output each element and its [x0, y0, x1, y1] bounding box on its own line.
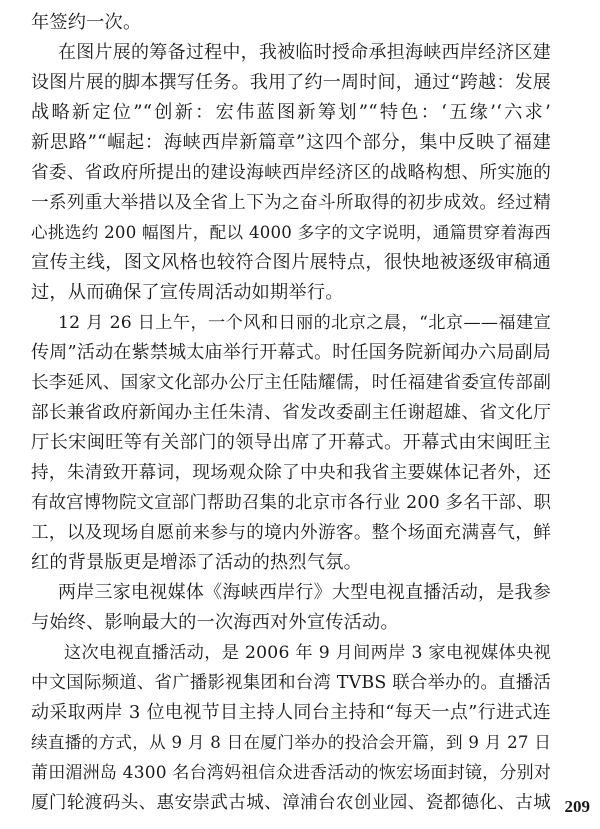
text-line: 持，朱清致开幕词，现场观众除了中央和我省主要媒体记者外，还	[31, 463, 551, 483]
text-line: 动采取两岸 3 位电视节目主持人同台主持和“每天一点”行进式连	[31, 702, 551, 723]
text-line: 心挑选约 200 幅图片，配以 4000 多字的文字说明，通篇贯穿着海西	[31, 223, 551, 242]
text-line: 莆田湄洲岛 4300 名台湾妈祖信众进香活动的恢宏场面封镜，分别对	[31, 763, 551, 783]
text-line: 中文国际频道、省广播影视集团和台湾 TVBS 联合举办的。直播活	[31, 673, 551, 693]
paragraph-start-line: 在图片展的筹备过程中，我被临时授命承担海峡西岸经济区建	[58, 42, 551, 63]
text-line: 新思路”“崛起：海峡西岸新篇章”这四个部分，集中反映了福建	[31, 132, 551, 153]
text-line: 厅长宋闽旺等有关部门的领导出席了开幕式。开幕式由宋闽旺主	[31, 432, 551, 453]
paragraph-start-line: 两岸三家电视媒体《海峡西岸行》大型电视直播活动，是我参	[58, 582, 551, 603]
text-line: 续直播的方式，从 9 月 8 日在厦门举办的投洽会开篇，到 9 月 27 日	[31, 733, 551, 752]
text-line: 厦门轮渡码头、惠安崇武古城、漳浦台农创业园、瓷都德化、古城	[31, 793, 551, 813]
text-line: 部长兼省政府新闻办主任朱清、省发改委副主任谢超雄、省文化厅	[31, 403, 551, 423]
paragraph-start-line: 这次电视直播活动，是 2006 年 9 月间两岸 3 家电视媒体央视	[64, 643, 551, 663]
text-line: 设图片展的脚本撰写任务。我用了约一周时间，通过“跨越：发展	[31, 72, 551, 93]
text-line: 有故宫博物院文宣部门帮助召集的北京市各行业 200 多名干部、职	[31, 493, 551, 513]
text-line: 宣传主线，图文风格也较符合图片展特点，很快地被逐级审稿通	[31, 252, 551, 273]
text-line: 年签约一次。	[31, 12, 142, 33]
page-number: 209	[564, 797, 590, 816]
text-line: 省委、省政府所提出的建设海峡西岸经济区的战略构想、所实施的	[31, 163, 551, 183]
text-line: 红的背景版更是增添了活动的热烈气氛。	[31, 552, 362, 573]
paragraph-start-line: 12 月 26 日上午，一个风和日丽的北京之晨，“北京——福建宣	[58, 313, 551, 333]
text-line: 过，从而确保了宣传周活动如期举行。	[31, 282, 344, 303]
text-line: 一系列重大举措以及全省上下为之奋斗所取得的初步成效。经过精	[31, 193, 551, 213]
text-line: 战略新定位”“创新：宏伟蓝图新筹划”“特色：‘五缘’‘六求’	[31, 102, 551, 123]
text-line: 长李延风、国家文化部办公厅主任陆耀儒，时任福建省委宣传部副	[31, 373, 551, 393]
text-line: 与始终、影响最大的一次海西对外宣传活动。	[31, 612, 399, 633]
text-line: 工，以及现场自愿前来参与的境内外游客。整个场面充满喜气，鲜	[31, 523, 551, 543]
text-line: 传周”活动在紫禁城太庙举行开幕式。时任国务院新闻办六局副局	[31, 342, 551, 363]
